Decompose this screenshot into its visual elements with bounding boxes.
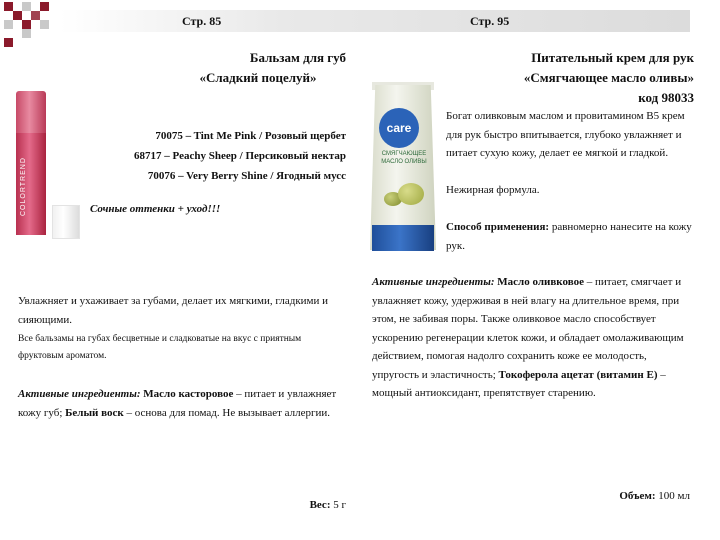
tube-label: СМЯГЧАЮЩЕЕ МАСЛО ОЛИВЫ bbox=[381, 151, 427, 165]
hand-cream-code: код 98033 bbox=[638, 90, 694, 105]
hand-cream-formula: Нежирная формула. bbox=[446, 184, 540, 196]
hand-cream-intro: Богат оливковым маслом и провитамином В5 крем для рук быстро впитывается, глубоко увлажняет и питает сухую кожу, делает ее мягкой и гладкой. bbox=[446, 110, 685, 159]
right-page-number: Стр. 95 bbox=[470, 14, 510, 28]
variant-3: 70076 – Very Berry Shine / Ягодный мусс bbox=[147, 170, 346, 182]
hand-cream-usage: Способ применения: равномерно нанесите на кожу рук. bbox=[446, 221, 692, 252]
lip-balm-weight: Вес: 5 г bbox=[309, 499, 346, 511]
lip-balm-note: Все бальзамы на губах бесцветные и сладковатые на вкус с приятным фруктовым ароматом. bbox=[18, 334, 302, 361]
lip-balm-title: Бальзам для губ bbox=[249, 50, 346, 65]
hand-cream-title: Питательный крем для рук bbox=[531, 50, 694, 65]
lip-balm-ingredients: Активные ингредиенты: Масло касторовое – питает и увлажняет кожу губ; Белый воск – основа для помад. Не вызывает аллергии. bbox=[18, 388, 337, 419]
slogan: Сочные оттенки + уход!!! bbox=[90, 203, 221, 215]
lip-balm-subtitle: «Сладкий поцелуй» bbox=[199, 70, 317, 85]
lip-balm-description: Увлажняет и ухаживает за губами, делает их мягкими, гладкими и сияющими. bbox=[18, 295, 329, 326]
lipstick-label: COLORTREND bbox=[20, 157, 27, 217]
variant-1: 70075 – Tint Me Pink / Розовый щербет bbox=[155, 130, 346, 142]
variant-2: 68717 – Peachy Sheep / Персиковый нектар bbox=[133, 150, 346, 162]
care-logo: care bbox=[379, 108, 419, 148]
left-page-number: Стр. 85 bbox=[182, 14, 222, 28]
hand-cream-subtitle: «Смягчающее масло оливы» bbox=[523, 70, 694, 85]
header-bar bbox=[60, 10, 690, 32]
hand-cream-ingredients: Активные ингредиенты: Масло оливковое – питает, смягчает и увлажняет кожу, удерживая в ней влагу на длительное время, при этом, не забивая поры. Также оливковое масло способствует ускорению регенерации клеток кожи, и обладает омолаживающим действием, помогая надолго сохранить коже ее молодость, упругость и эластичность; Токоферола ацетат (витамин Е) – мощный антиоксидант, препятствует старению. bbox=[372, 276, 684, 399]
hand-cream-volume: Объем: 100 мл bbox=[619, 490, 690, 502]
